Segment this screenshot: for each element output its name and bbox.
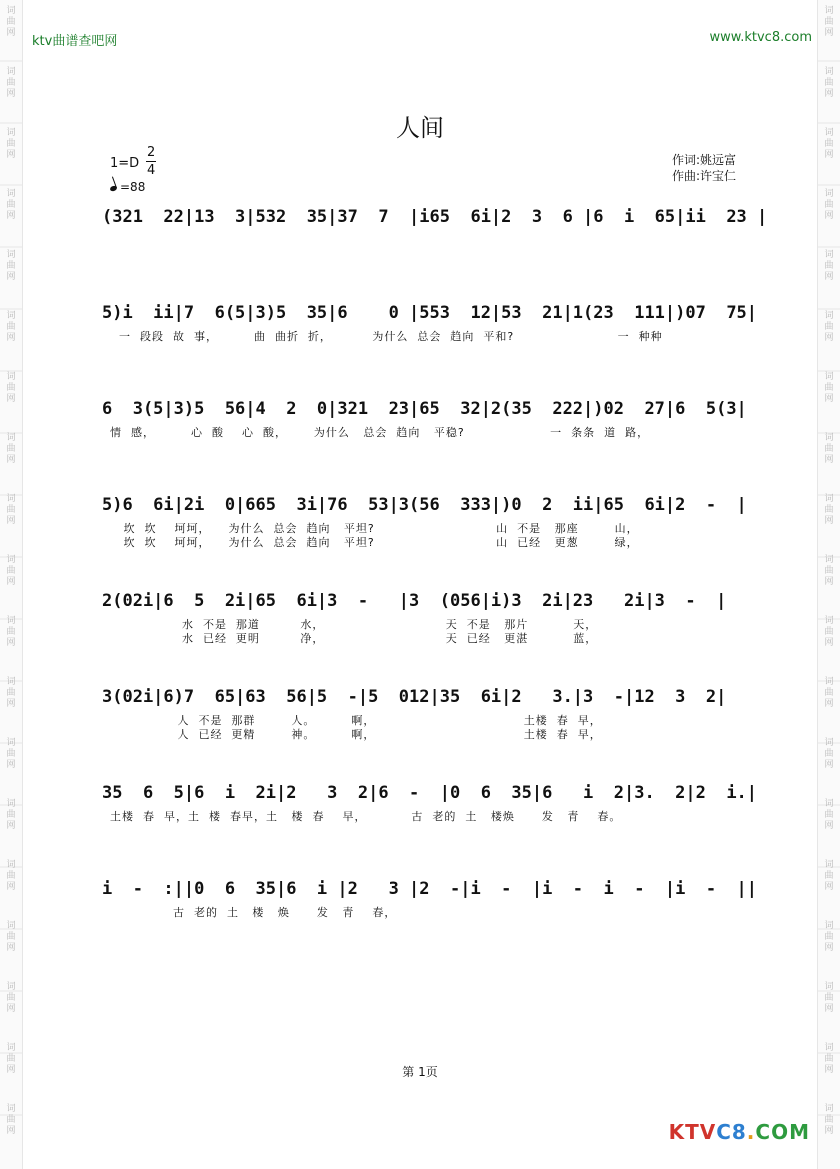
watermark-mark: 词 曲 网 [6,738,16,770]
watermark-mark: 词 曲 网 [824,616,834,648]
notation-line: 6 3(5|3)5 56|4 2 0|321 23|65 32|2(35 222|)02 27|6 5(3| [102,399,747,419]
time-numerator: 2 [147,145,156,160]
watermark-mark: 词 曲 网 [824,677,834,709]
watermark-mark: 词 曲 网 [6,250,16,282]
watermark-mark: 词 曲 网 [6,799,16,831]
score-system [102,392,752,440]
watermark-mark: 词 曲 网 [6,677,16,709]
watermark-mark: 词 曲 网 [824,1104,834,1136]
song-title: 人间 [396,114,444,142]
page-number: 第 1页 [402,1065,438,1079]
score-system [102,680,752,742]
watermark-mark: 词 曲 网 [824,433,834,465]
watermark-mark: 词 曲 网 [6,921,16,953]
right-watermark-strip [817,0,840,1169]
watermark-mark: 词 曲 网 [824,494,834,526]
key-signature: 1=D [110,156,140,171]
time-signature [146,144,156,179]
watermark-mark: 词 曲 网 [824,189,834,221]
score-system [102,776,758,824]
watermark-mark: 词 曲 网 [6,67,16,99]
watermark-mark: 词 曲 网 [6,982,16,1014]
watermark-mark: 词 曲 网 [824,860,834,892]
notation-line: 3(02i|6)7 65|63 56|5 -|5 012|35 6i|2 3.|3 -|12 3 2| [102,687,727,707]
watermark-mark: 词 曲 网 [6,128,16,160]
score-system [102,872,758,920]
lyric-line: 水 不是 那道 水， 天 不是 那片 天， [110,618,598,631]
watermark-mark: 词 曲 网 [824,250,834,282]
watermark-mark: 词 曲 网 [824,1043,834,1075]
watermark-mark: 词 曲 网 [824,738,834,770]
watermark-mark: 词 曲 网 [6,372,16,404]
lyricist: 作词:姚远富 [671,153,736,167]
notation-line: (321 22|13 3|532 35|37 7 |i65 6i|2 3 6 |6 i 65|ii 23 | [102,207,768,227]
score-system [102,584,752,646]
lyric-line: 人 不是 那群 人。 啊， 土楼 春 早， [110,714,602,727]
watermark-mark: 词 曲 网 [824,799,834,831]
quarter-note-icon [109,185,117,192]
notation-line: 2(02i|6 5 2i|65 6i|3 - |3 (056|i)3 2i|23 2i|3 - | [102,591,727,611]
watermark-mark: 词 曲 网 [6,616,16,648]
score-page [24,0,816,1169]
watermark-mark: 词 曲 网 [6,433,16,465]
watermark-mark: 词 曲 网 [824,6,834,38]
credits [672,152,736,184]
lyric-line: 坎 坎 坷坷， 为什么 总会 趋向 平坦? 山 不是 那座 山， [110,522,639,535]
watermark-mark: 词 曲 网 [824,372,834,404]
composer: 作曲:许宝仁 [671,169,736,183]
notation-line: 5)6 6i|2i 0|665 3i|76 53|3(56 333|)0 2 ii|65 6i|2 - | [102,495,747,515]
notation-line: 35 6 5|6 i 2i|2 3 2|6 - |0 6 35|6 i 2|3. 2|2 i.| [102,783,758,803]
watermark-mark: 词 曲 网 [824,67,834,99]
site-url: www.ktvc8.com [709,30,812,45]
score-system [102,296,758,344]
site-name: ktv曲谱查吧网 [32,34,118,49]
time-denominator: 4 [147,163,156,178]
watermark-mark: 词 曲 网 [824,555,834,587]
lyric-line: 一 段段 故 事， 曲 曲折 折， 为什么 总会 趋向 平和? 一 种种 [110,330,663,343]
tempo-value: =88 [120,180,146,194]
notation-line: 5)i ii|7 6(5|3)5 35|6 0 |553 12|53 21|1(23 111|)07 75| [102,303,758,323]
lyric-line: 水 已经 更明 净， 天 已经 更湛 蓝， [110,632,598,645]
watermark-mark: 词 曲 网 [6,555,16,587]
score-system [102,200,768,234]
watermark-mark: 词 曲 网 [824,982,834,1014]
watermark-mark: 词 曲 网 [6,189,16,221]
score-system [102,488,752,550]
watermark-mark: 词 曲 网 [824,128,834,160]
tempo-marking [110,180,145,194]
watermark-mark: 词 曲 网 [6,1104,16,1136]
site-logo: KTVC8.COM [668,1120,810,1144]
watermark-mark: 词 曲 网 [6,311,16,343]
left-watermark-strip [0,0,23,1169]
notation-line: i - :||0 6 35|6 i |2 3 |2 -|i - |i - i - |i - || [102,879,758,899]
lyric-line: 情 感， 心 酸 心 酸， 为什么 总会 趋向 平稳? 一 条条 道 路， [110,426,650,439]
lyric-line: 古 老的 土 楼 焕 发 青 春， [110,906,397,919]
watermark-mark: 词 曲 网 [6,1043,16,1075]
watermark-mark: 词 曲 网 [6,494,16,526]
lyric-line: 人 已经 更精 神。 啊， 土楼 春 早， [110,728,602,741]
watermark-mark: 词 曲 网 [824,921,834,953]
lyric-line: 土楼 春 早，土 楼 春早，土 楼 春 早， 古 老的 土 楼焕 发 青 春。 [110,810,622,823]
watermark-mark: 词 曲 网 [824,311,834,343]
lyric-line: 坎 坎 坷坷， 为什么 总会 趋向 平坦? 山 已经 更葱 绿， [110,536,639,549]
watermark-mark: 词 曲 网 [6,6,16,38]
watermark-mark: 词 曲 网 [6,860,16,892]
